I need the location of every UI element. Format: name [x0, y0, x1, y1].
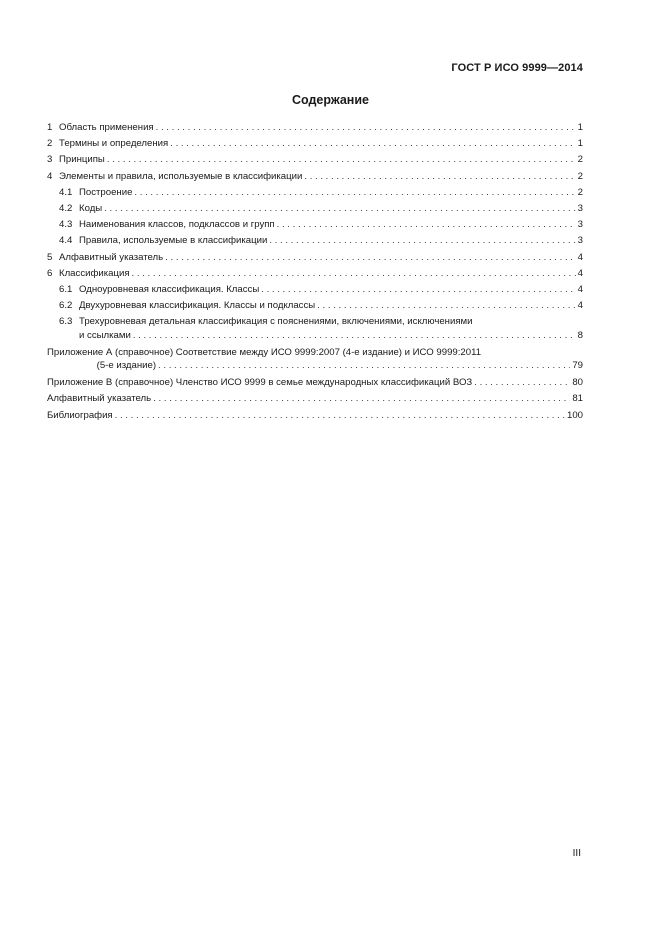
- toc-entry-page: 3: [577, 202, 583, 214]
- toc-entry[interactable]: [47, 266, 583, 282]
- toc-subentry[interactable]: [47, 185, 583, 201]
- toc-dot-leader: [165, 250, 576, 266]
- toc-entry-number: 6: [47, 267, 53, 279]
- toc-entry[interactable]: [47, 250, 583, 266]
- toc-entry-label: Область применения: [59, 122, 154, 133]
- toc-subentry[interactable]: [47, 314, 583, 329]
- toc-entry-page: 4: [577, 251, 583, 263]
- toc-subentry-continuation[interactable]: [47, 329, 583, 343]
- toc-entry-label: Классификация: [59, 267, 130, 279]
- toc-subentry[interactable]: [47, 233, 583, 249]
- toc-entry-page: 4: [577, 283, 583, 295]
- toc-entry-number: 6.3: [59, 316, 73, 328]
- toc-entry-label: Правила, используемые в классификации: [79, 235, 268, 247]
- toc-entry-label: Приложение В (справочное) Членство ИСО 9999 в семье международных классификаций ВОЗ: [47, 377, 473, 389]
- toc-dot-leader: [158, 359, 570, 372]
- toc-entry-label: Алфавитный указатель: [47, 393, 152, 405]
- toc-dot-leader: [317, 298, 575, 314]
- toc-entry-number: 3: [47, 154, 53, 166]
- toc-entry-page: 79: [572, 360, 583, 372]
- toc-entry-label: Двухуровневая классификация. Классы и подклассы: [79, 300, 316, 312]
- toc-entry[interactable]: [47, 120, 583, 136]
- toc-entry-number: 1: [47, 122, 53, 133]
- toc-dot-leader: [170, 136, 575, 152]
- toc-entry-number: 5: [47, 251, 53, 263]
- toc-entry-number: 6.2: [59, 300, 73, 312]
- toc-dot-leader: [132, 266, 576, 282]
- toc-entry[interactable]: [47, 408, 583, 424]
- toc-entry-page: 100: [566, 409, 583, 421]
- toc-entry-page: 3: [577, 235, 583, 247]
- toc-entry-page: 8: [577, 329, 583, 341]
- toc-subentry[interactable]: [47, 201, 583, 217]
- toc-dot-leader: [104, 201, 575, 217]
- toc-dot-leader: [277, 217, 576, 233]
- toc-entry-page: 4: [577, 300, 583, 312]
- toc-subentry[interactable]: [47, 217, 583, 233]
- toc-entry[interactable]: [47, 152, 583, 168]
- toc-appendix-entry[interactable]: [47, 373, 583, 391]
- toc-dot-leader: [156, 120, 576, 136]
- toc-entry-page: 2: [577, 170, 583, 182]
- toc-entry-label-line1: Приложение А (справочное) Соответствие между ИСО 9999:2007 (4-е издание) и ИСО 9999:2011: [47, 346, 482, 358]
- toc-entry[interactable]: [47, 391, 583, 407]
- toc-entry-number: 6.1: [59, 283, 73, 295]
- toc-entry-page: 4: [577, 267, 583, 279]
- toc-dot-leader: [261, 282, 575, 298]
- toc-entry-number: 4.3: [59, 219, 73, 231]
- toc-entry-label-line1: Трехуровневая детальная классификация с пояснениями, включениями, исключениями: [79, 316, 473, 328]
- toc-appendix-continuation[interactable]: [47, 359, 583, 373]
- toc-entry-page: 2: [577, 154, 583, 166]
- toc-entry-label: Коды: [79, 202, 103, 214]
- toc-entry-page: 81: [572, 393, 583, 405]
- page-number: III: [572, 848, 581, 859]
- toc-entry-number: 4.4: [59, 235, 73, 247]
- toc-entry-number: 2: [47, 138, 53, 150]
- toc-entry-page: 2: [577, 186, 583, 198]
- toc-entry-page: 1: [577, 138, 583, 150]
- toc-entry-number: 4.1: [59, 186, 73, 198]
- toc-entry-page: 3: [577, 219, 583, 231]
- toc-entry-page: 1: [577, 122, 583, 133]
- toc-dot-leader: [133, 329, 576, 342]
- toc-entry-label: Построение: [79, 186, 133, 198]
- toc-entry-label: Алфавитный указатель: [59, 251, 164, 263]
- toc-entry-label: Элементы и правила, используемые в классификации: [59, 170, 303, 182]
- toc-entry-label-line2: и ссылками: [79, 329, 131, 341]
- toc-dot-leader: [134, 185, 575, 201]
- toc-entry-label: Одноуровневая классификация. Классы: [79, 283, 260, 295]
- toc-dot-leader: [153, 391, 570, 407]
- toc-dot-leader: [304, 169, 575, 185]
- toc-entry-label: Термины и определения: [59, 138, 169, 150]
- toc-entry-label: Наименования классов, подклассов и групп: [79, 219, 275, 231]
- toc-subentry[interactable]: [47, 298, 583, 314]
- toc-dot-leader: [269, 233, 575, 249]
- toc-entry[interactable]: [47, 169, 583, 185]
- toc-entry-label: Библиография: [47, 409, 113, 421]
- toc-dot-leader: [115, 408, 565, 424]
- toc-dot-leader: [474, 375, 570, 391]
- toc-title: Содержание: [291, 93, 369, 107]
- toc-dot-leader: [107, 152, 576, 168]
- toc-entry-label-line2: (5-е издание): [96, 360, 157, 372]
- toc-entry-label: Принципы: [59, 154, 105, 166]
- table-of-contents: [47, 120, 583, 424]
- toc-subentry[interactable]: [47, 282, 583, 298]
- toc-entry-number: 4.2: [59, 202, 73, 214]
- toc-entry-page: 80: [572, 377, 583, 389]
- toc-entry[interactable]: [47, 136, 583, 152]
- toc-entry-number: 4: [47, 170, 53, 182]
- toc-appendix-entry[interactable]: [47, 343, 583, 360]
- document-code: ГОСТ Р ИСО 9999—2014: [451, 62, 583, 74]
